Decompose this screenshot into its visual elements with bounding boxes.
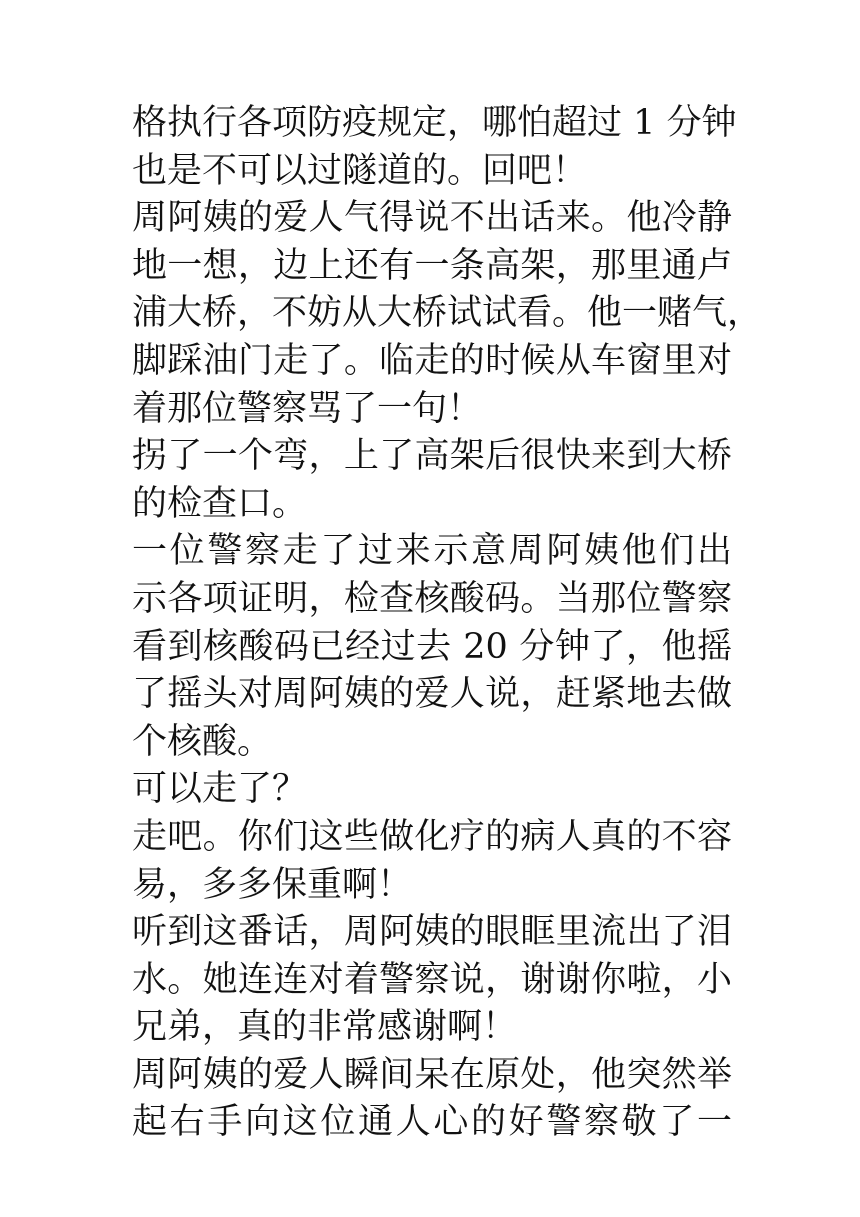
text-line: 兄弟，真的非常感谢啊！ xyxy=(132,1007,518,1048)
text-line: 一位警察走了过来示意周阿姨他们出 xyxy=(132,531,732,572)
text-line: 示各项证明，检查核酸码。当那位警察 xyxy=(132,578,732,619)
text-line: 的检查口。 xyxy=(132,483,308,524)
text-line: 了摇头对周阿姨的爱人说，赶紧地去做 xyxy=(132,674,732,715)
text-line: 周阿姨的爱人气得说不出话来。他冷静 xyxy=(132,198,732,239)
text-line: 易，多多保重啊！ xyxy=(132,864,413,905)
text-line: 也是不可以过隧道的。回吧！ xyxy=(132,150,588,191)
text-line: 拐了一个弯，上了高架后很快来到大桥 xyxy=(132,436,732,477)
text-line: 看到核酸码已经过去 20 分钟了，他摇 xyxy=(132,626,732,667)
text-line: 水。她连连对着警察说，谢谢你啦，小 xyxy=(132,959,732,1000)
text-line: 着那位警察骂了一句！ xyxy=(132,388,483,429)
body-text xyxy=(132,100,763,1147)
text-line: 周阿姨的爱人瞬间呆在原处，他突然举 xyxy=(132,1054,732,1095)
text-line: 可以走了？ xyxy=(132,769,308,810)
text-line: 听到这番话，周阿姨的眼眶里流出了泪 xyxy=(132,912,732,953)
text-line: 格执行各项防疫规定，哪怕超过 1 分钟 xyxy=(132,103,737,143)
text-line: 走吧。你们这些做化疗的病人真的不容 xyxy=(132,816,732,857)
text-line: 浦大桥，不妨从大桥试试看。他一赌气， xyxy=(132,293,763,334)
text-line: 起右手向这位通人心的好警察敬了一 xyxy=(132,1102,732,1143)
text-line: 地一想，边上还有一条高架，那里通卢 xyxy=(132,245,732,286)
text-line: 脚踩油门走了。临走的时候从车窗里对 xyxy=(132,340,732,381)
text-line: 个核酸。 xyxy=(132,721,273,762)
